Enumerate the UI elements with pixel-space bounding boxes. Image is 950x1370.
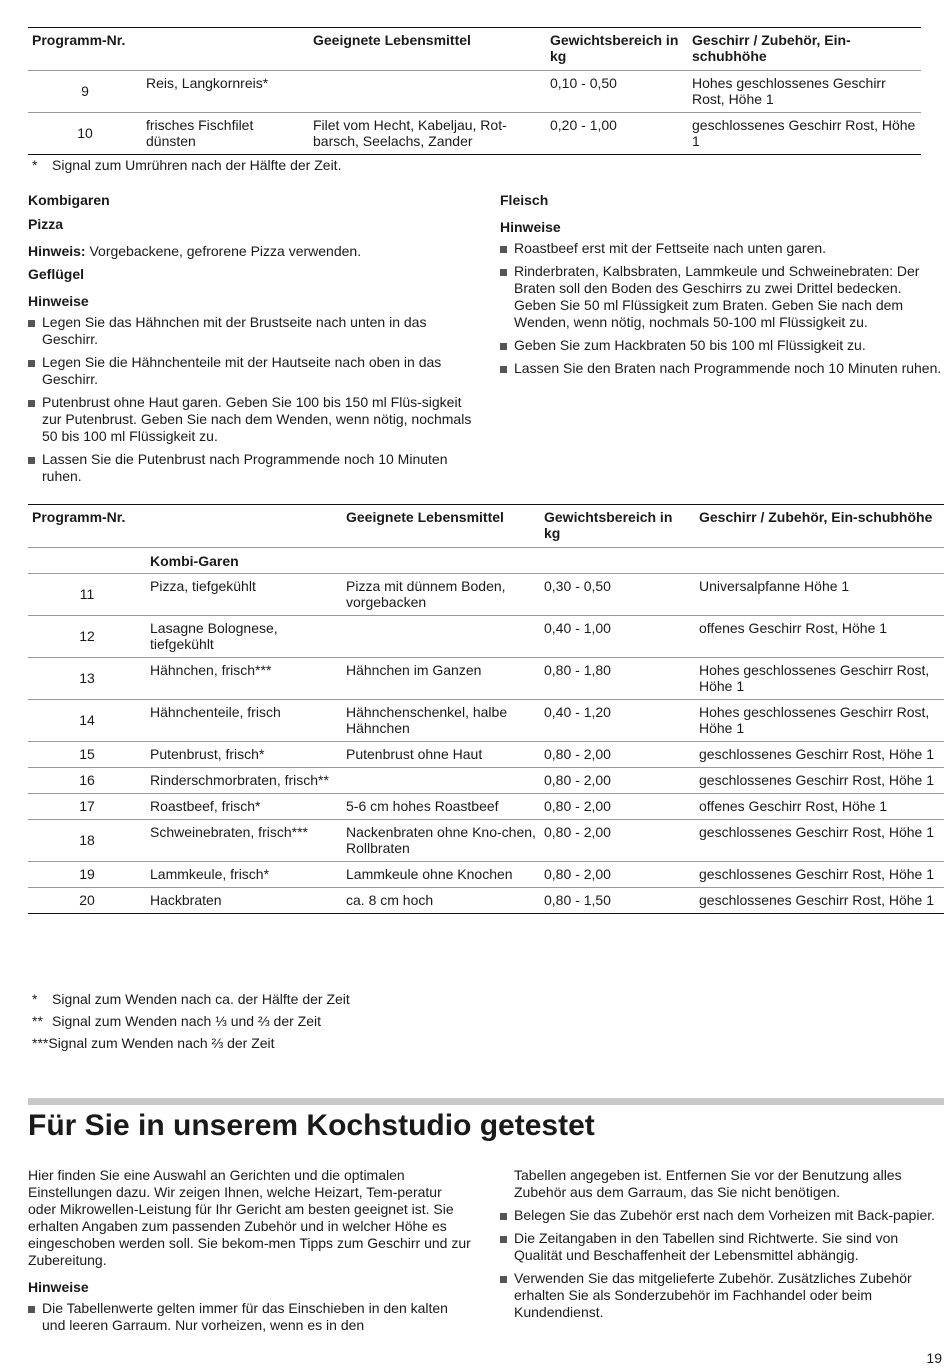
col-header-program-nr: Programm-Nr.	[32, 509, 126, 525]
program-table-2	[28, 504, 944, 914]
program-name: Pizza, tiefgekühlt	[150, 578, 256, 594]
program-nr: 20	[79, 892, 95, 908]
heading-hinweise: Hinweise	[28, 1279, 89, 1295]
program-nr: 10	[77, 125, 93, 141]
pizza-hint	[28, 243, 473, 260]
poultry-hints-list	[28, 314, 473, 485]
program-dish: offenes Geschirr Rost, Höhe 1	[699, 620, 888, 636]
table-row	[28, 658, 944, 700]
section-left-column	[28, 1167, 473, 1340]
program-dish: Hohes geschlossenes Geschirr Rost, Höhe 1	[699, 704, 930, 736]
program-dish: Hohes geschlossenes Geschirr Rost, Höhe 1	[692, 75, 886, 107]
program-name: Lasagne Bolognese, tiefgekühlt	[150, 620, 278, 652]
table-row	[28, 616, 944, 658]
program-weight: 0,20 - 1,00	[550, 117, 617, 133]
section-hints-list	[28, 1300, 473, 1334]
program-food: Nackenbraten ohne Kno-chen, Rollbraten	[346, 824, 536, 856]
col-header-food: Geeignete Lebensmittel	[313, 32, 471, 48]
heading-hinweise: Hinweise	[500, 219, 561, 235]
left-notes-column	[28, 192, 473, 491]
program-nr: 11	[79, 586, 95, 602]
program-table-1	[28, 27, 921, 155]
program-name: Rinderschmorbraten, frisch**	[150, 772, 329, 788]
table2-footnotes	[32, 991, 350, 1052]
list-item: Roastbeef erst mit der Fettseite nach unten garen.	[500, 240, 945, 257]
list-item: Legen Sie die Hähnchenteile mit der Hautseite nach oben in das Geschirr.	[28, 354, 473, 388]
program-food: Putenbrust ohne Haut	[346, 746, 483, 762]
program-dish: geschlossenes Geschirr Rost, Höhe 1	[699, 772, 934, 788]
program-nr: 13	[79, 670, 95, 686]
table-row	[28, 888, 944, 914]
table-row	[28, 820, 944, 862]
list-item: Die Zeitangaben in den Tabellen sind Richtwerte. Sie sind von Qualität und Beschaffenheit der Lebensmittel abhängig.	[500, 1230, 945, 1264]
program-weight: 0,40 - 1,00	[544, 620, 611, 636]
list-item: Geben Sie zum Hackbraten 50 bis 100 ml Flüssigkeit zu.	[500, 337, 945, 354]
heading-gefluegel: Geflügel	[28, 266, 85, 282]
program-food: Filet vom Hecht, Kabeljau, Rot-barsch, Seelachs, Zander	[313, 117, 507, 149]
program-food: Hähnchen im Ganzen	[346, 662, 482, 678]
program-weight: 0,10 - 0,50	[550, 75, 617, 91]
table-row	[28, 862, 944, 888]
program-nr: 12	[79, 628, 95, 644]
program-weight: 0,30 - 0,50	[544, 578, 611, 594]
program-dish: geschlossenes Geschirr Rost, Höhe 1	[699, 892, 934, 908]
heading-pizza: Pizza	[28, 216, 64, 232]
program-name: Roastbeef, frisch*	[150, 798, 261, 814]
hint-label: Hinweis:	[28, 243, 86, 259]
list-item: Lassen Sie die Putenbrust nach Programmende noch 10 Minuten ruhen.	[28, 451, 473, 485]
heading-fleisch: Fleisch	[500, 192, 549, 208]
table-subheader-row	[28, 548, 944, 574]
footnote-mark: ***	[32, 1035, 49, 1051]
program-name: Hackbraten	[150, 892, 222, 908]
table-row	[28, 700, 944, 742]
table-row	[28, 113, 921, 155]
footnote-mark: **	[32, 1013, 43, 1029]
list-item: Rinderbraten, Kalbsbraten, Lammkeule und Schweinebraten: Der Braten soll den Boden des Geschirrs zu zwei Drittel bedecken. Geben Sie 50 ml Flüssigkeit zum Braten. Geben Sie nach dem Wenden, wenn nötig, nochmals 50-100 ml Flüssigkeit zu.	[500, 263, 945, 331]
col-header-dish: Geschirr / Zubehör, Ein-schubhöhe	[692, 32, 851, 64]
heading-kombigaren: Kombigaren	[28, 192, 110, 208]
program-dish: geschlossenes Geschirr Rost, Höhe 1	[699, 746, 934, 762]
program-dish: geschlossenes Geschirr Rost, Höhe 1	[692, 117, 916, 149]
col-header-program-name	[146, 505, 342, 548]
program-weight: 0,80 - 2,00	[544, 824, 611, 840]
table-header-row	[28, 28, 921, 71]
list-item: Belegen Sie das Zubehör erst nach dem Vorheizen mit Back-papier.	[500, 1207, 945, 1224]
program-food	[342, 616, 540, 658]
col-header-program-nr: Programm-Nr.	[32, 32, 126, 48]
col-header-weight: Gewichtsbereich in kg	[550, 32, 679, 64]
table1-footnote	[32, 157, 341, 174]
program-food: ca. 8 cm hoch	[346, 892, 434, 908]
program-name: Schweinebraten, frisch***	[150, 824, 308, 840]
footnote-text: Signal zum Wenden nach ca. der Hälfte der Zeit	[52, 991, 350, 1007]
list-item: Lassen Sie den Braten nach Programmende noch 10 Minuten ruhen.	[500, 360, 945, 377]
program-food	[309, 71, 546, 113]
table-row	[28, 574, 944, 616]
program-food: 5-6 cm hohes Roastbeef	[346, 798, 499, 814]
footnote-mark: *	[32, 157, 38, 173]
col-header-dish: Geschirr / Zubehör, Ein-schubhöhe	[699, 509, 933, 525]
section-title: Für Sie in unserem Kochstudio getestet	[28, 1109, 595, 1142]
table-row	[28, 742, 944, 768]
program-weight: 0,80 - 1,80	[544, 662, 611, 678]
list-item: Die Tabellenwerte gelten immer für das Einschieben in den kalten und leeren Garraum. Nur vorheizen, wenn es in den	[28, 1300, 473, 1334]
footnote-text: Signal zum Wenden nach ⅔ der Zeit	[48, 1035, 275, 1051]
table-row	[28, 794, 944, 820]
program-nr: 15	[79, 746, 95, 762]
page-number: 19	[926, 1350, 942, 1366]
program-weight: 0,80 - 2,00	[544, 866, 611, 882]
program-weight: 0,80 - 2,00	[544, 798, 611, 814]
program-weight: 0,40 - 1,20	[544, 704, 611, 720]
section-divider	[28, 1098, 944, 1105]
hint-text: Vorgebackene, gefrorene Pizza verwenden.	[85, 243, 362, 259]
list-item: Verwenden Sie das mitgelieferte Zubehör. Zusätzliches Zubehör erhalten Sie als Sonderzubehör im Fachhandel oder beim Kundendienst.	[500, 1270, 945, 1321]
program-name: Lammkeule, frisch*	[150, 866, 270, 882]
footnote	[32, 1013, 350, 1030]
program-nr: 9	[81, 83, 89, 99]
col-header-weight: Gewichtsbereich in kg	[544, 509, 673, 541]
table-row	[28, 71, 921, 113]
program-nr: 16	[79, 772, 95, 788]
program-name: Hähnchen, frisch***	[150, 662, 272, 678]
program-food	[342, 768, 540, 794]
table-row	[28, 768, 944, 794]
footnote-text: Signal zum Wenden nach ⅓ und ⅔ der Zeit	[52, 1013, 322, 1029]
heading-hinweise: Hinweise	[28, 293, 89, 309]
program-dish: Universalpfanne Höhe 1	[699, 578, 850, 594]
list-item-continuation: Tabellen angegeben ist. Entfernen Sie vor der Benutzung alles Zubehör aus dem Garraum, das Sie nicht benötigen.	[514, 1167, 902, 1200]
footnote-mark: *	[32, 991, 38, 1007]
footnote	[32, 1035, 350, 1052]
section-intro: Hier finden Sie eine Auswahl an Gerichten und die optimalen Einstellungen dazu. Wir zeigen Ihnen, welche Heizart, Tem-peratur oder Mikrowellen-Leistung für Ihr Gericht am besten geeignet ist. Sie erhalten Angaben zum passenden Zubehör und in welcher Höhe es eingeschoben werden soll. Sie bekom-men Tipps zum Geschirr und zur Zubereitung.	[28, 1167, 471, 1268]
program-weight: 0,80 - 2,00	[544, 746, 611, 762]
program-nr: 19	[79, 866, 95, 882]
program-name: Putenbrust, frisch*	[150, 746, 265, 762]
footnote-text: Signal zum Umrühren nach der Hälfte der Zeit.	[52, 157, 342, 173]
program-weight: 0,80 - 2,00	[544, 772, 611, 788]
program-food: Pizza mit dünnem Boden, vorgebacken	[346, 578, 506, 610]
program-nr: 17	[79, 798, 95, 814]
program-dish: offenes Geschirr Rost, Höhe 1	[699, 798, 888, 814]
right-notes-column	[500, 192, 945, 383]
program-name: Reis, Langkornreis*	[146, 75, 269, 91]
program-food: Hähnchenschenkel, halbe Hähnchen	[346, 704, 508, 736]
program-dish: geschlossenes Geschirr Rost, Höhe 1	[699, 866, 934, 882]
section-right-column	[500, 1167, 945, 1327]
program-nr: 18	[79, 832, 95, 848]
program-dish: Hohes geschlossenes Geschirr Rost, Höhe 1	[699, 662, 930, 694]
program-name: Hähnchenteile, frisch	[150, 704, 281, 720]
list-item: Legen Sie das Hähnchen mit der Brustseite nach unten in das Geschirr.	[28, 314, 473, 348]
col-header-food: Geeignete Lebensmittel	[346, 509, 504, 525]
program-nr: 14	[79, 712, 95, 728]
list-item: Putenbrust ohne Haut garen. Geben Sie 100 bis 150 ml Flüs-sigkeit zur Putenbrust. Geben Sie nach dem Wenden, wenn nötig, nochmals 50 bis 100 ml Flüssigkeit zu.	[28, 394, 473, 445]
subheader-kombi-garen: Kombi-Garen	[150, 553, 239, 569]
section-hints-list-cont	[500, 1207, 945, 1321]
meat-hints-list	[500, 240, 945, 377]
program-food: Lammkeule ohne Knochen	[346, 866, 513, 882]
table-header-row	[28, 505, 944, 548]
program-weight: 0,80 - 1,50	[544, 892, 611, 908]
col-header-program-name	[142, 28, 309, 71]
program-dish: geschlossenes Geschirr Rost, Höhe 1	[699, 824, 934, 840]
program-name: frisches Fischfilet dünsten	[146, 117, 254, 149]
footnote	[32, 991, 350, 1008]
